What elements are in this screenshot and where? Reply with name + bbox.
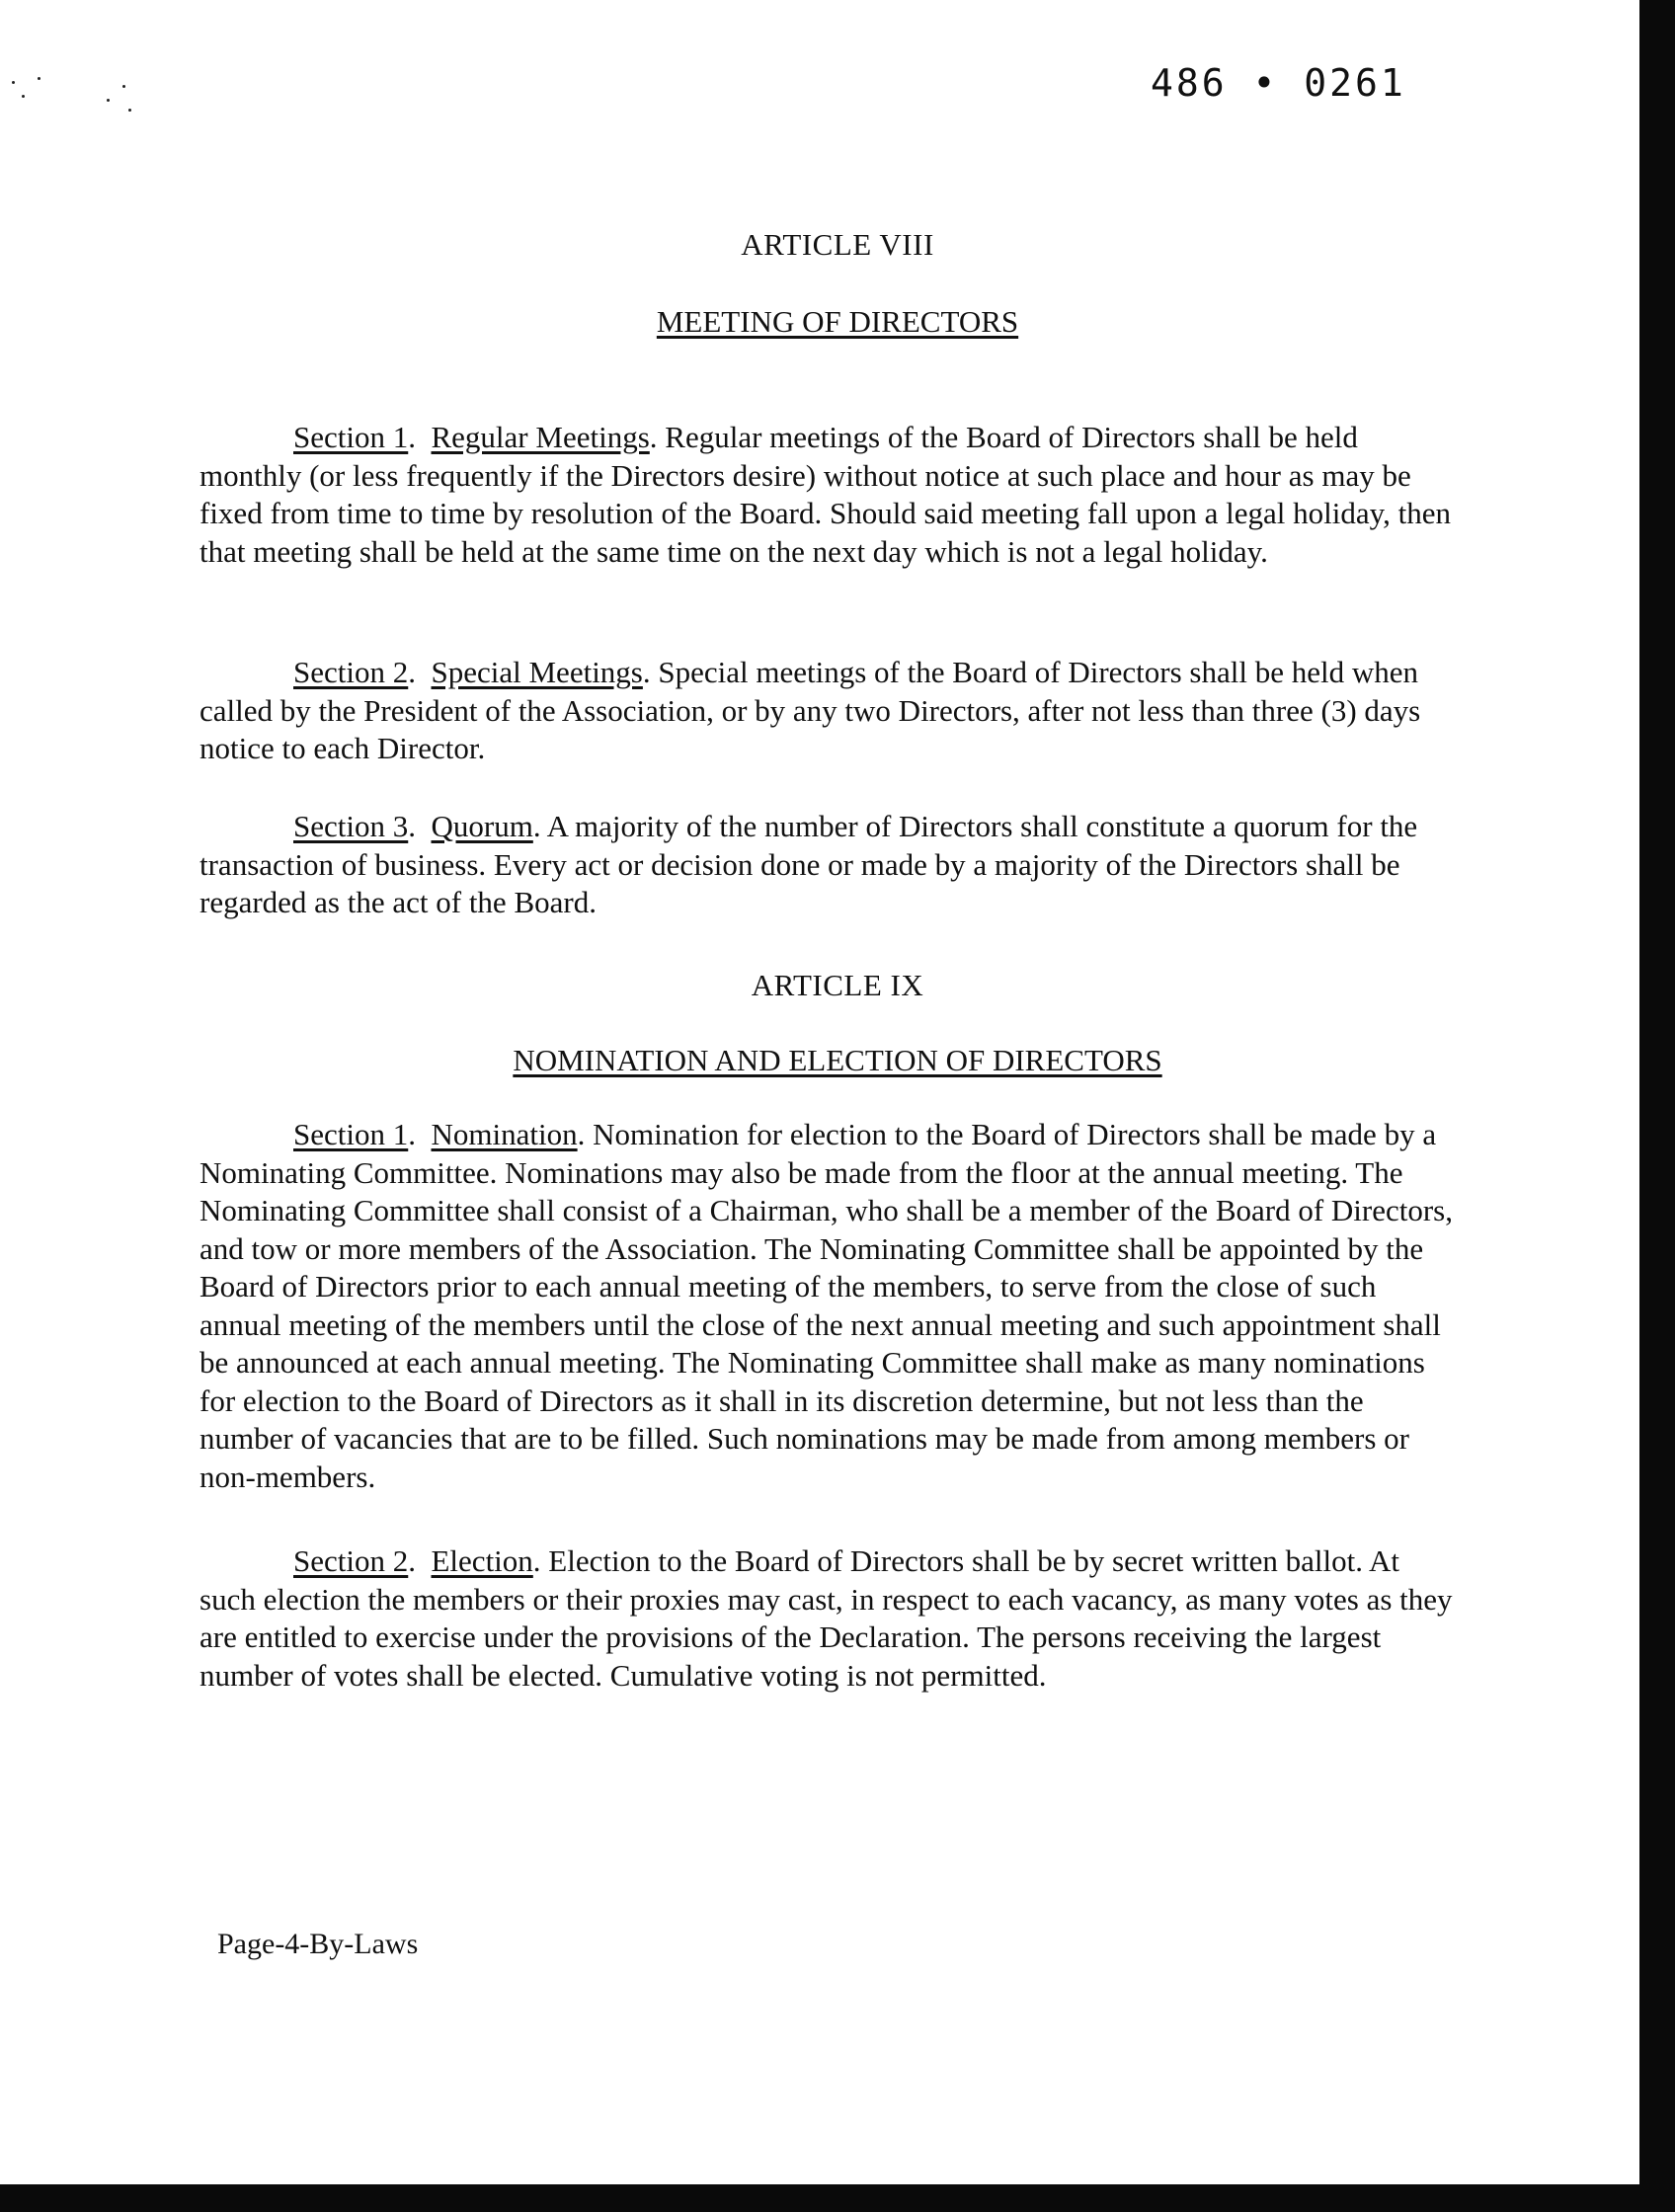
article-9-section-2: Section 2. Election. Election to the Board of Directors shall be by secret written ballot. At such election the members or their proxies may cast, in respect to each vacancy, as many votes as they are entitled to exercise under the provisions of the Declaration. The persons receiving the largest number of votes shall be elected. Cumulative voting is not permitted. xyxy=(199,1543,1453,1693)
article-8-section-1: Section 1. Regular Meetings. Regular meetings of the Board of Directors shall be held monthly (or less frequently if the Directors desire) without notice at such place and hour as may be fixed from time to time by resolution of the Board. Should said meeting fall upon a legal holiday, then that meeting shall be held at the same time on the next day which is not a legal holiday. xyxy=(199,420,1452,569)
scan-speck xyxy=(122,85,125,88)
section-heading: Election xyxy=(431,1543,533,1578)
article-8-section-2: Section 2. Special Meetings. Special meetings of the Board of Directors shall be held when called by the President of the Association, or by any two Directors, after not less than three (3) days notice to each Director. xyxy=(199,655,1421,765)
article-8-subtitle: MEETING OF DIRECTORS xyxy=(656,304,1019,339)
section-heading: Nomination xyxy=(431,1117,578,1151)
scan-speck xyxy=(22,95,25,98)
section-text: Nomination for election to the Board of Directors shall be made by a Nominating Committee. Nominations may also be made from the floor at the annual meeting. The Nominating Committee shall consist of a Chairman, who shall be a member of the Board of Directors, and tow or more members of the Association. The Nominating Committee shall be appointed by the Board of Directors prior to each annual meeting of the members, to serve from the close of such annual meeting of the members until the close of the next annual meeting and such appointment shall be announced at each annual meeting. The Nominating Committee shall make as many nominations for election to the Board of Directors as it shall in its discretion determine, but not less than the number of vacancies that are to be filled. Such nominations may be made from among members or non-members. xyxy=(199,1117,1453,1494)
scan-speck xyxy=(128,109,131,112)
section-label: Section 1 xyxy=(293,1117,409,1151)
scan-speck xyxy=(38,77,40,80)
scan-border-bottom xyxy=(0,2184,1675,2212)
section-text: Special meetings of the Board of Directors shall be held when called by the President of the Association, or by any two Directors, after not less than three (3) days notice to each Director. xyxy=(199,655,1421,765)
page-footer: Page-4-By-Laws xyxy=(217,1928,419,1960)
article-8-section-3: Section 3. Quorum. A majority of the number of Directors shall constitute a quorum for the transaction of business. Every act or decision done or made by a majority of the Directors shall be regarded as the act of the Board. xyxy=(199,809,1418,919)
scan-speck xyxy=(107,99,110,102)
section-heading: Quorum xyxy=(431,809,533,843)
section-text: Regular meetings of the Board of Directors shall be held monthly (or less frequently if the Directors desire) without notice at such place and hour as may be fixed from time to time by resolution of the Board. Should said meeting fall upon a legal holiday, then that meeting shall be held at the same time on the next day which is not a legal holiday. xyxy=(199,420,1452,569)
section-label: Section 3 xyxy=(293,809,409,843)
section-heading: Regular Meetings xyxy=(431,420,650,454)
section-label: Section 2 xyxy=(293,655,409,689)
article-9-title: ARTICLE IX xyxy=(751,968,924,1002)
section-text: A majority of the number of Directors shall constitute a quorum for the transaction of business. Every act or decision done or made by a majority of the Directors shall be regarded as the act of the Board. xyxy=(199,809,1418,919)
scan-speck xyxy=(12,81,15,84)
section-label: Section 2 xyxy=(293,1543,409,1578)
section-text: Election to the Board of Directors shall be by secret written ballot. At such election the members or their proxies may cast, in respect to each vacancy, as many votes as they are entitled to exercise under the provisions of the Declaration. The persons receiving the largest number of votes shall be elected. Cumulative voting is not permitted. xyxy=(199,1543,1453,1693)
article-9-subtitle: NOMINATION AND ELECTION OF DIRECTORS xyxy=(513,1043,1162,1077)
article-8-title: ARTICLE VIII xyxy=(741,227,934,262)
document-number: 486 • 0261 xyxy=(1151,61,1406,105)
section-label: Section 1 xyxy=(293,420,409,454)
section-heading: Special Meetings xyxy=(431,655,643,689)
article-9-section-1: Section 1. Nomination. Nomination for election to the Board of Directors shall be made by a Nominating Committee. Nominations may also be made from the floor at the annual meeting. The Nominating Committee shall consist of a Chairman, who shall be a member of the Board of Directors, and tow or more members of the Association. The Nominating Committee shall be appointed by the Board of Directors prior to each annual meeting of the members, to serve from the close of such annual meeting of the members until the close of the next annual meeting and such appointment shall be announced at each annual meeting. The Nominating Committee shall make as many nominations for election to the Board of Directors as it shall in its discretion determine, but not less than the number of vacancies that are to be filled. Such nominations may be made from among members or non-members. xyxy=(199,1117,1453,1494)
